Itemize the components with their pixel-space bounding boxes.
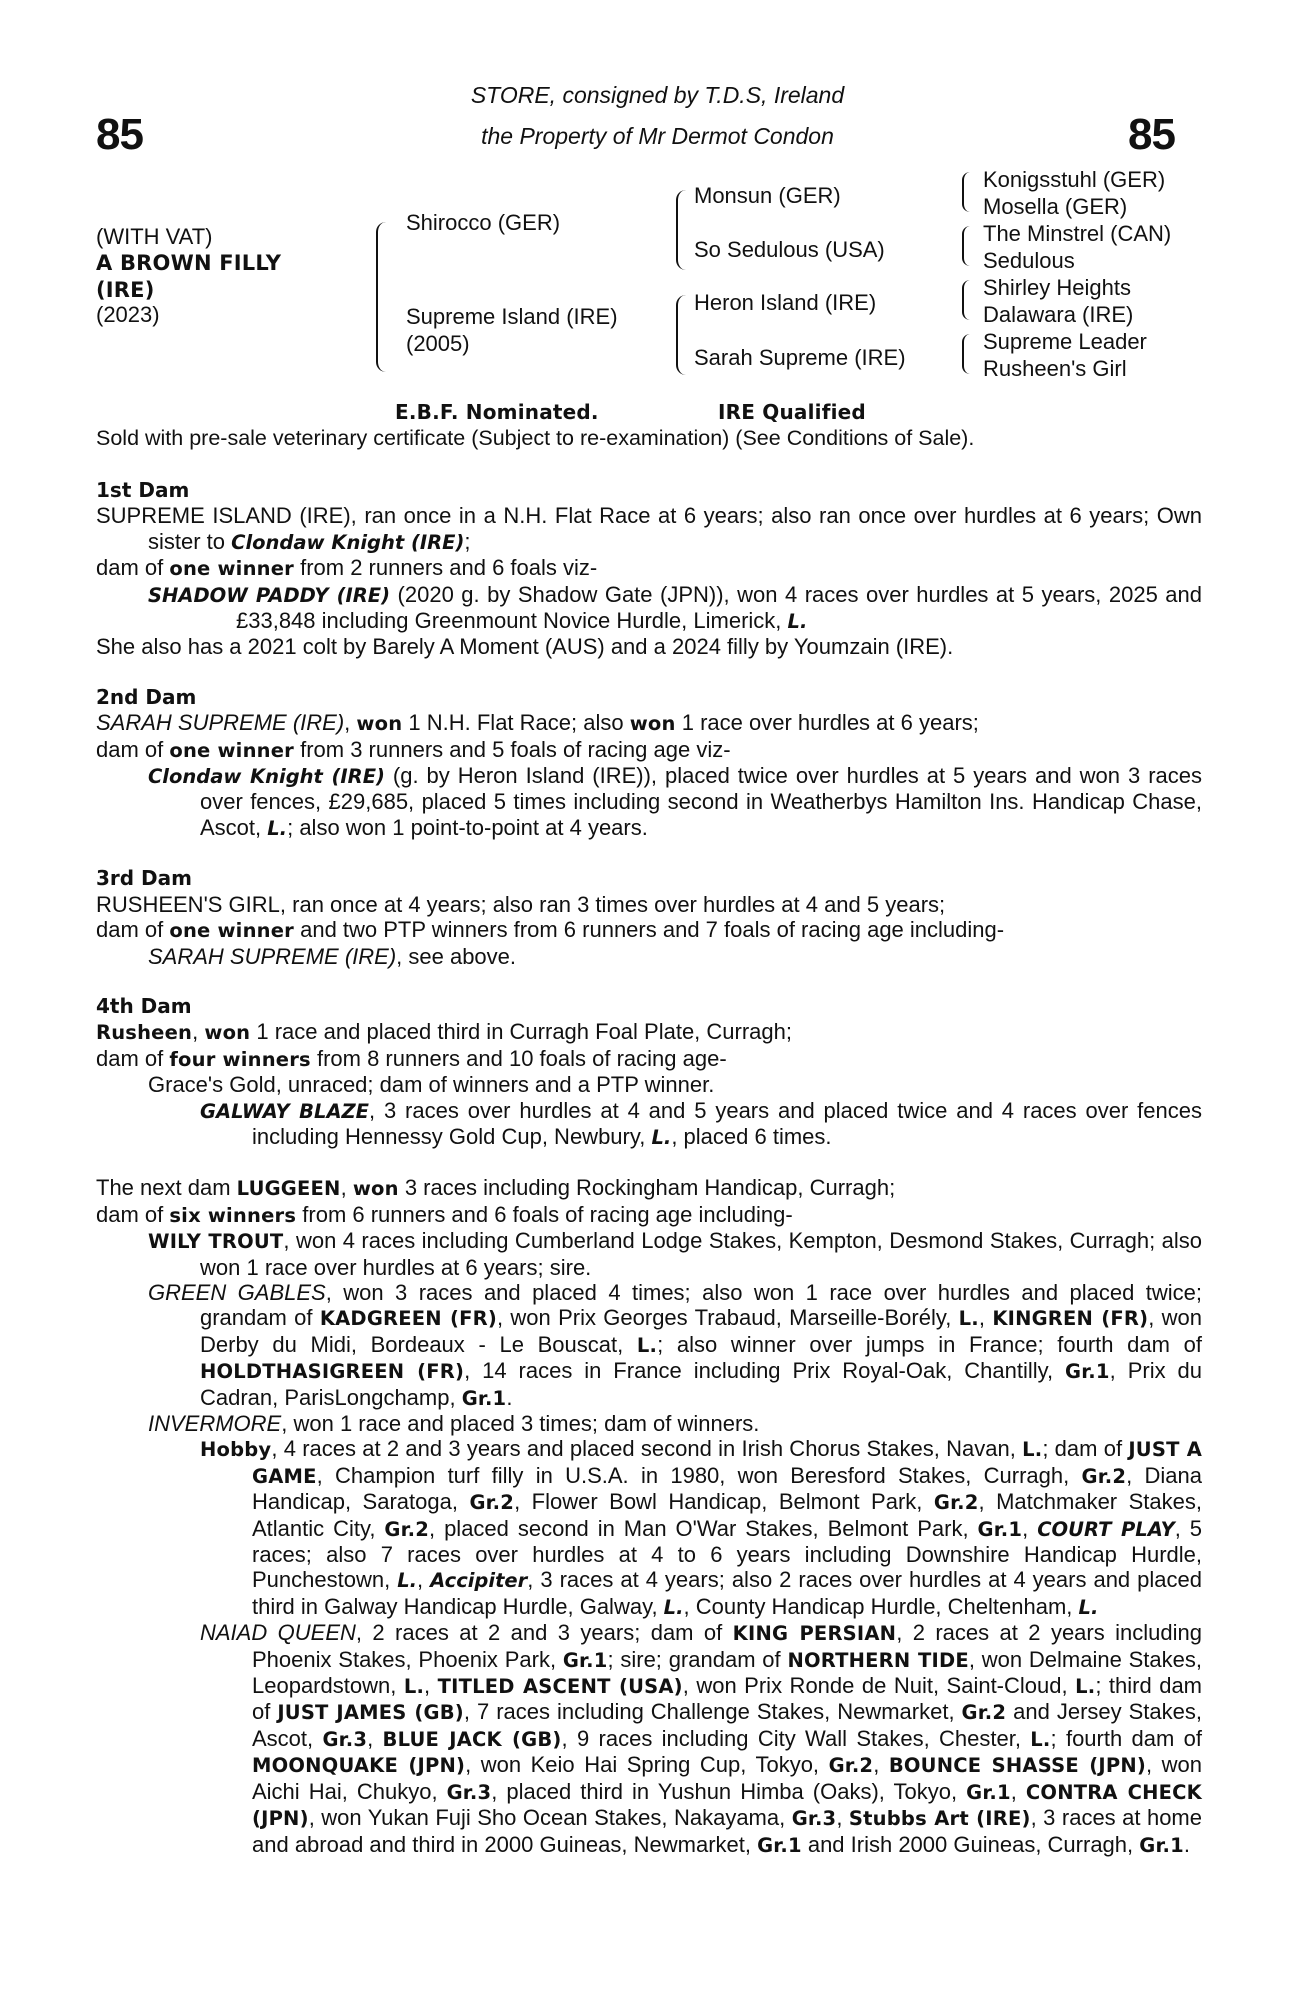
emphasis-text: Gr.2 <box>384 1517 430 1541</box>
third-dam-heading: 3rd Dam <box>96 866 192 891</box>
emphasis-text: Gr.3 <box>322 1727 368 1751</box>
body-text-run: and two PTP winners from 6 runners and 7 foals of racing age including- <box>293 917 1005 943</box>
second-dam-produce-summary <box>96 737 1202 763</box>
emphasis-text: won <box>356 712 403 736</box>
emphasis-text: Stubbs Art (IRE) <box>848 1807 1031 1831</box>
emphasis-text: Gr.3 <box>791 1807 837 1831</box>
body-text-run: , won Aichi Hai, Chukyo, <box>252 1752 1202 1804</box>
body-text-run: dam of <box>96 736 170 762</box>
body-text-run: 3 races including Rockingham Handicap, Curragh; <box>398 1175 896 1201</box>
body-text-run: . <box>506 1384 513 1410</box>
body-text-run: and Irish 2000 Guineas, Curragh, <box>801 1831 1140 1857</box>
subject-name-country: (IRE) <box>96 278 155 302</box>
body-text-run: ; fourth dam of <box>1050 1725 1203 1751</box>
emphasis-text: L. <box>958 1307 979 1331</box>
emphasis-text: L. <box>403 1675 425 1699</box>
emphasis-text: KADGREEN (FR) <box>319 1307 497 1331</box>
ire-qualified: IRE Qualified <box>718 400 866 424</box>
body-text-run: , <box>978 1305 993 1331</box>
pedigree-dam-dam: Sarah Supreme (IRE) <box>694 345 906 370</box>
body-text-run: , County Handicap Hurdle, Cheltenham, <box>683 1593 1079 1619</box>
first-dam-description <box>96 503 1202 555</box>
emphasis-text: KINGREN (FR) <box>992 1307 1149 1331</box>
pedigree-ggp: Sedulous <box>983 248 1075 273</box>
produce-entry <box>148 1280 1202 1411</box>
property-line: the Property of Mr Dermot Condon <box>481 123 834 149</box>
body-text-run: , 2 races at 2 years including Phoenix Stakes, Phoenix Park, <box>252 1620 1202 1672</box>
body-text-run: , won Keio Hai Spring Cup, Tokyo, <box>465 1752 829 1778</box>
third-dam-produce-summary <box>96 917 1202 943</box>
body-text-run: 1 race and placed third in Curragh Foal Plate, Curragh; <box>250 1019 793 1045</box>
body-text-run: , Matchmaker Stakes, Atlantic City, <box>252 1489 1202 1541</box>
body-text-run: , 5 races; also 7 races over hurdles at 4 to 6 years including Downshire Handicap Hurdle, Punchestown, <box>252 1515 1202 1593</box>
ebf-nominated: E.B.F. Nominated. <box>395 400 599 424</box>
body-text-run: , won 1 race and placed 3 times; dam of winners. <box>281 1411 760 1436</box>
body-text-run: , <box>340 1175 353 1201</box>
emphasis-text: Gr.2 <box>828 1754 874 1778</box>
body-text-run: , 9 races including City Wall Stakes, Chester, <box>561 1725 1031 1751</box>
emphasis-text: Accipiter <box>430 1569 528 1593</box>
pedigree-brace-dam <box>676 295 686 375</box>
body-text-run: , placed second in Man O'War Stakes, Belmont Park, <box>429 1515 978 1541</box>
third-dam-description: RUSHEEN'S GIRL, ran once at 4 years; also ran 3 times over hurdles at 4 and 5 years; <box>96 891 946 917</box>
emphasis-text: BOUNCE SHASSE (JPN) <box>888 1754 1146 1778</box>
body-text-run: NAIAD QUEEN <box>200 1620 356 1646</box>
pedigree-sire-sire: Monsun (GER) <box>694 183 841 208</box>
body-text-run: , 14 races in France including Prix Royal-Oak, Chantilly, <box>464 1358 1066 1384</box>
emphasis-text: JUST JAMES (GB) <box>277 1701 464 1725</box>
produce-entry <box>148 582 1202 635</box>
first-dam-other-produce: She also has a 2021 colt by Barely A Moment (AUS) and a 2024 filly by Youmzain (IRE). <box>96 634 954 660</box>
body-text-run: 1 race over hurdles at 6 years; <box>675 710 979 736</box>
pedigree-ggp: The Minstrel (CAN) <box>983 221 1172 246</box>
body-text-run: , 2 races at 2 and 3 years; dam of <box>355 1620 733 1646</box>
pedigree-ggp: Rusheen's Girl <box>983 356 1127 381</box>
body-text-run: , 7 races including Challenge Stakes, Newmarket, <box>463 1699 962 1725</box>
body-text-run: INVERMORE <box>148 1411 282 1436</box>
body-text-run: (2020 g. by Shadow Gate (JPN)), won 4 races over hurdles at 5 years, 2025 and £33,848 including Greenmount Novice Hurdle, Limerick, <box>236 581 1202 634</box>
emphasis-text: Gr.2 <box>961 1701 1007 1725</box>
emphasis-text: one winner <box>169 738 294 762</box>
emphasis-text: Gr.1 <box>977 1517 1023 1541</box>
emphasis-text: L. <box>267 816 288 840</box>
pedigree-brace-ggp3 <box>962 280 970 320</box>
emphasis-text: CONTRA CHECK (JPN) <box>252 1780 1202 1831</box>
body-text-run: , 3 races at home and abroad and third in 2000 Guineas, Newmarket, <box>252 1805 1202 1857</box>
produce-entry <box>148 944 1202 969</box>
body-text-run: from 2 runners and 6 foals viz- <box>293 555 598 581</box>
emphasis-text: HOLDTHASIGREEN (FR) <box>200 1360 465 1384</box>
body-text-run: , won Delmaine Stakes, Leopardstown, <box>252 1646 1202 1699</box>
emphasis-text: L. <box>1030 1727 1051 1751</box>
emphasis-text: Gr.1 <box>1139 1833 1184 1857</box>
emphasis-text: Gr.2 <box>469 1491 515 1515</box>
emphasis-text: L. <box>787 610 808 634</box>
pedigree-sire-dam: So Sedulous (USA) <box>694 237 885 262</box>
body-text-run: GREEN GABLES <box>148 1279 326 1305</box>
body-text-run: from 8 runners and 10 foals of racing age- <box>310 1045 727 1071</box>
emphasis-text: Gr.1 <box>757 1833 802 1857</box>
second-dam-description <box>96 710 1202 736</box>
body-text-run: ; third dam of <box>252 1673 1202 1725</box>
emphasis-text: MOONQUAKE (JPN) <box>252 1754 466 1778</box>
body-text-run: dam of <box>96 917 170 943</box>
emphasis-text: L. <box>1075 1675 1096 1699</box>
fourth-dam-heading: 4th Dam <box>96 993 192 1018</box>
body-text-run: and Jersey Stakes, Ascot, <box>252 1699 1202 1751</box>
body-text-run: , see above. <box>396 943 517 969</box>
emphasis-text: BLUE JACK (GB) <box>382 1727 562 1751</box>
horse-link: Clondaw Knight (IRE) <box>231 530 465 554</box>
body-text-run: , <box>873 1752 889 1778</box>
body-text-run: , won 4 races including Cumberland Lodge Stakes, Kempton, Desmond Stakes, Curragh; also won 1 race over hurdles at 6 years; sire. <box>200 1228 1203 1280</box>
pedigree-dam-sire: Heron Island (IRE) <box>694 290 877 315</box>
first-dam-produce-summary <box>96 555 1202 581</box>
emphasis-text: Gr.2 <box>933 1491 979 1515</box>
emphasis-text: Gr.2 <box>1081 1464 1127 1488</box>
emphasis-text: Rusheen <box>96 1021 193 1045</box>
body-text-run: , won Prix Georges Trabaud, Marseille-Borély, <box>496 1305 959 1331</box>
emphasis-text: one winner <box>169 557 294 581</box>
catalogue-body <box>96 478 1202 1858</box>
pedigree-ggp: Mosella (GER) <box>983 194 1128 219</box>
body-text-run: , <box>424 1673 438 1699</box>
produce-entry <box>200 1436 1202 1620</box>
body-text-run: dam of <box>96 1045 170 1071</box>
emphasis-text: six winners <box>169 1203 297 1227</box>
body-text-run: ; dam of <box>1042 1436 1129 1462</box>
pedigree-dam: Supreme Island (IRE) <box>406 304 618 329</box>
body-text-run: SARAH SUPREME (IRE) <box>96 710 345 736</box>
emphasis-text: one winner <box>169 919 294 943</box>
pedigree-ggp: Supreme Leader <box>983 329 1147 354</box>
emphasis-text: four winners <box>169 1047 311 1071</box>
body-text-run: , placed third in Yushun Himba (Oaks), Tokyo, <box>491 1778 967 1804</box>
emphasis-text: NORTHERN TIDE <box>787 1648 969 1672</box>
body-text-run: , <box>417 1567 431 1593</box>
second-dam-heading: 2nd Dam <box>96 684 197 709</box>
lot-number-left: 85 <box>96 110 143 159</box>
pedigree-brace-ggp2 <box>962 226 970 266</box>
emphasis-text: Gr.1 <box>562 1648 608 1672</box>
pedigree-ggp: Konigsstuhl (GER) <box>983 167 1166 192</box>
emphasis-text: L. <box>1078 1595 1099 1619</box>
body-text-run: , won Prix Ronde de Nuit, Saint-Cloud, <box>682 1673 1076 1699</box>
emphasis-text: TITLED ASCENT (USA) <box>437 1675 683 1699</box>
body-text-run: ; sire; grandam of <box>607 1646 788 1672</box>
pedigree-brace-ggp1 <box>962 172 970 212</box>
subject-year: (2023) <box>96 302 160 327</box>
subject-name: A BROWN FILLY <box>96 251 282 275</box>
produce-entry <box>148 1411 1202 1436</box>
produce-entry <box>148 763 1202 841</box>
first-dam-heading: 1st Dam <box>96 478 190 502</box>
vat-label: (WITH VAT) <box>96 224 213 249</box>
emphasis-text: won <box>352 1177 399 1201</box>
body-text-run: SUPREME ISLAND (IRE), ran once in a N.H. Flat Race at 6 years; also ran once over hurdles at 6 years; Own sister to <box>96 503 1202 554</box>
emphasis-text: won <box>204 1021 251 1045</box>
produce-entry <box>200 1620 1202 1858</box>
emphasis-text: L. <box>651 1125 672 1149</box>
pedigree-sire: Shirocco (GER) <box>406 210 561 235</box>
emphasis-text: SHADOW PADDY (IRE) <box>148 583 391 607</box>
body-text-run: from 6 runners and 6 foals of racing age including- <box>296 1201 793 1227</box>
fourth-dam-produce-summary <box>96 1046 1202 1072</box>
body-text-run: , won 3 races and placed 4 times; also won 1 race over hurdles and placed twice; grandam of <box>200 1279 1203 1331</box>
body-text-run: The next dam <box>96 1175 237 1201</box>
body-text-run: ; also winner over jumps in France; fourth dam of <box>657 1331 1202 1357</box>
vet-certificate-note: Sold with pre-sale veterinary certificate (Subject to re-examination) (See Conditions of Sale). <box>96 426 975 450</box>
consignor-line: STORE, consigned by T.D.S, Ireland <box>470 82 845 108</box>
emphasis-text: GALWAY BLAZE <box>200 1099 369 1123</box>
produce-entry <box>200 1098 1202 1151</box>
body-text-run: , placed 6 times. <box>671 1123 832 1149</box>
emphasis-text: Gr.1 <box>966 1780 1011 1804</box>
body-text-run: , <box>192 1019 205 1045</box>
emphasis-text: L. <box>636 1333 658 1357</box>
body-text-run: dam of <box>96 1201 170 1227</box>
emphasis-text: COURT PLAY <box>1037 1517 1175 1541</box>
body-text-run: , Flower Bowl Handicap, Belmont Park, <box>514 1489 934 1515</box>
next-dam-description <box>96 1175 1202 1201</box>
body-text-run: , <box>836 1805 849 1831</box>
emphasis-text: won <box>629 712 676 736</box>
body-text-run: , 4 races at 2 and 3 years and placed second in Irish Chorus Stakes, Navan, <box>271 1436 1023 1462</box>
body-text-run: , <box>344 710 357 736</box>
body-text-run: (g. by Heron Island (IRE)), placed twice over hurdles at 5 years and won 3 races over fences, £29,685, placed 5 times including second in Weatherbys Hamilton Ins. Handicap Chase, Ascot, <box>200 763 1202 840</box>
emphasis-text: WILY TROUT <box>148 1230 284 1254</box>
body-text-run: , Champion turf filly in U.S.A. in 1980, won Beresford Stakes, Curragh, <box>316 1462 1082 1488</box>
emphasis-text: Gr.3 <box>446 1780 492 1804</box>
body-text-run: . <box>1183 1831 1190 1857</box>
body-text-run: , won Yukan Fuji Sho Ocean Stakes, Nakayama, <box>308 1805 792 1831</box>
pedigree-brace-sire <box>676 190 686 270</box>
body-text-run: , Diana Handicap, Saratoga, <box>252 1462 1202 1515</box>
fourth-dam-description <box>96 1019 1202 1045</box>
emphasis-text: LUGGEEN <box>236 1177 341 1201</box>
emphasis-text: Gr.1 <box>1065 1360 1110 1384</box>
pedigree-ggp: Dalawara (IRE) <box>983 302 1134 327</box>
body-text-run: , 3 races over hurdles at 4 and 5 years and placed twice and 4 races over fences including Hennessy Gold Cup, Newbury, <box>252 1097 1203 1149</box>
emphasis-text: Clondaw Knight (IRE) <box>148 765 385 789</box>
body-text-run: ; also won 1 point-to-point at 4 years. <box>287 814 648 840</box>
produce-entry: Grace's Gold, unraced; dam of winners and a PTP winner. <box>148 1072 715 1098</box>
body-text-run: , <box>1022 1515 1038 1541</box>
body-text-run: , won Derby du Midi, Bordeaux - Le Bouscat, <box>200 1305 1203 1357</box>
body-text-run: ; <box>464 528 471 554</box>
emphasis-text: L. <box>663 1595 684 1619</box>
pedigree-brace-main <box>376 222 386 372</box>
body-text-run: from 3 runners and 5 foals of racing age viz- <box>293 736 731 762</box>
body-text-run: 1 N.H. Flat Race; also <box>402 710 630 736</box>
lot-number-right: 85 <box>1128 110 1175 159</box>
pedigree-ggp: Shirley Heights <box>983 275 1131 300</box>
emphasis-text: L. <box>397 1569 418 1593</box>
body-text-run: dam of <box>96 555 170 581</box>
body-text-run: , 3 races at 4 years; also 2 races over hurdles at 4 years and placed third in Galway Handicap Hurdle, Galway, <box>252 1567 1202 1619</box>
body-text-run: , <box>367 1725 383 1751</box>
emphasis-text: L. <box>1022 1438 1043 1462</box>
emphasis-text: KING PERSIAN <box>732 1622 897 1646</box>
pedigree-brace-ggp4 <box>962 334 970 374</box>
body-text-run: , <box>1010 1778 1026 1804</box>
emphasis-text: Hobby <box>200 1438 272 1462</box>
emphasis-text: Gr.1 <box>461 1386 507 1410</box>
emphasis-text: JUST A GAME <box>252 1438 1203 1488</box>
next-dam-produce-summary <box>96 1202 1202 1228</box>
body-text-run: , Prix du Cadran, ParisLongchamp, <box>200 1358 1202 1410</box>
body-text-run: SARAH SUPREME (IRE) <box>148 943 397 969</box>
produce-entry <box>148 1228 1202 1280</box>
pedigree-dam-year: (2005) <box>406 331 470 356</box>
